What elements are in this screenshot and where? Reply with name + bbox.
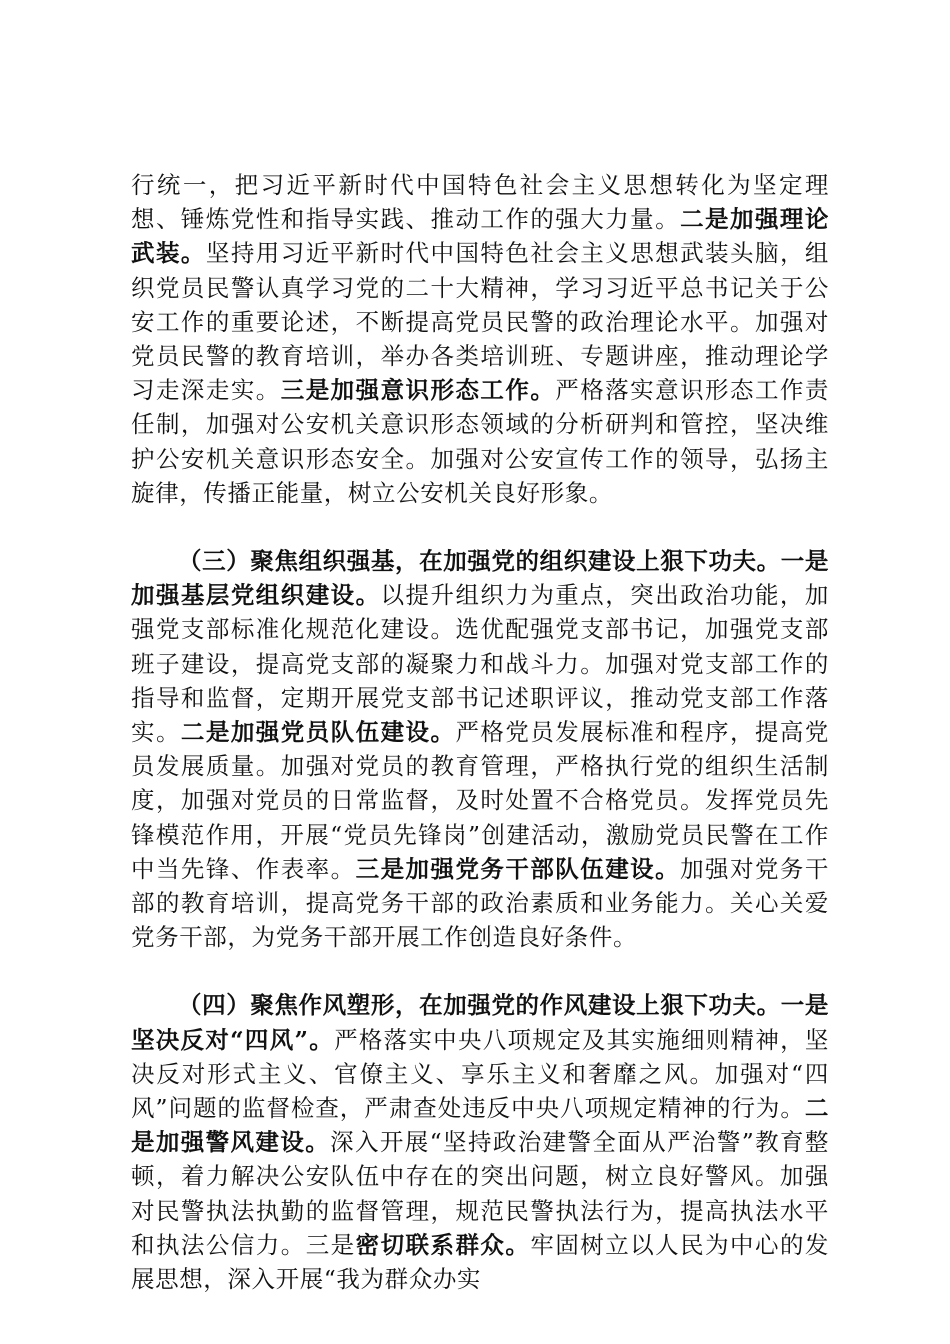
paragraph-text: 严格落实中央八项规定及其实施细则精神，坚决反对形式主义、官僚主义、享乐主义和奢靡之风。加强对“四风”问题的监督检查，严肃查处违反中央八项规定精神的行为。 (131, 1025, 829, 1123)
paragraph-heading: 二是加强理论武装。 (131, 205, 829, 268)
paragraph-heading: 密切联系群众。 (355, 1230, 531, 1259)
section-heading: （三）聚焦组织强基，在加强党的组织建设上狠下功夫。一是加强基层党组织建设。 (131, 547, 829, 610)
paragraph-work-style (131, 988, 829, 1296)
paragraph-text: 坚持用习近平新时代中国特色社会主义思想武装头脑，组织党员民警认真学习党的二十大精神，学习习近平总书记关于公安工作的重要论述，不断提高党员民警的政治理论水平。加强对党员民警的教育培训，举办各类培训班、专题讲座，推动理论学习走深走实。 (131, 239, 830, 405)
paragraph-text: 行统一，把习近平新时代中国特色社会主义思想转化为坚定理想、锤炼党性和指导实践、推动工作的强大力量。 (131, 171, 829, 234)
paragraph-text: 以提升组织力为重点，突出政治功能，加强党支部标准化规范化建设。选优配强党支部书记，加强党支部班子建设，提高党支部的凝聚力和战斗力。加强对党支部工作的指导和监督，定期开展党支部书记述职评议，推动党支部工作落实。 (131, 581, 829, 747)
paragraph-heading: 三是加强意识形态工作。 (280, 376, 556, 405)
paragraph-heading: 三是加强党务干部队伍建设。 (355, 854, 681, 883)
section-heading: （四）聚焦作风塑形，在加强党的作风建设上狠下功夫。一是坚决反对“四风”。 (131, 991, 829, 1054)
paragraph-theory (131, 168, 829, 510)
paragraph-text: 牢固树立以人民为中心的发展思想，深入开展“我为群众办实 (131, 1230, 830, 1294)
paragraph-text: 加强对党务干部的教育培训，提高党务干部的政治素质和业务能力。关心关爱党务干部，为党务干部开展工作创造良好条件。 (131, 854, 829, 952)
paragraph-text: 严格党员发展标准和程序，提高党员发展质量。加强对党员的教育管理，严格执行党的组织生活制度，加强对党员的日常监督，及时处置不合格党员。发挥党员先锋模范作用，开展“党员先锋岗”创建活动，激励党员民警在工作中当先锋、作表率。 (131, 718, 829, 883)
paragraph-text: 严格落实意识形态工作责任制，加强对公安机关意识形态领域的分析研判和管控，坚决维护公安机关意识形态安全。加强对公安宣传工作的领导，弘扬主旋律，传播正能量，树立公安机关良好形象。 (131, 376, 829, 507)
document-page (131, 168, 829, 1296)
paragraph-text: 深入开展“坚持政治建警全面从严治警”教育整顿，着力解决公安队伍中存在的突出问题，树立良好警风。加强对民警执法执勤的监督管理，规范民警执法行为，提高执法水平和执法公信力。三是 (131, 1128, 829, 1259)
paragraph-heading: 二是加强党员队伍建设。 (180, 718, 456, 747)
paragraph-organization (131, 544, 829, 954)
paragraph-heading: 二是加强警风建设。 (131, 1094, 829, 1157)
